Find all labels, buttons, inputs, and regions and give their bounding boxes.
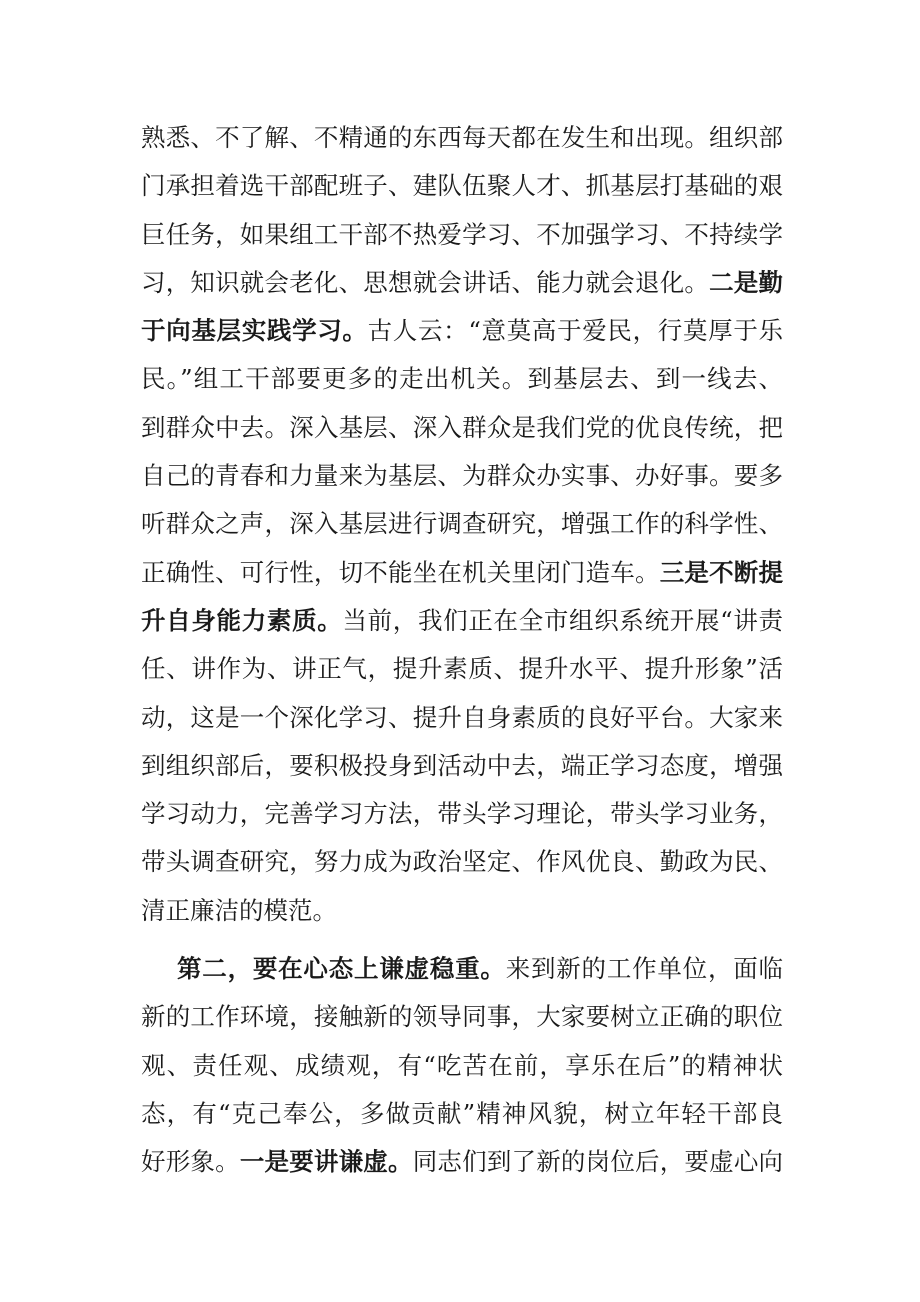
text-run: 来到新的工作单位，面临 bbox=[505, 954, 784, 983]
text-line bbox=[141, 887, 783, 935]
text-line bbox=[141, 945, 783, 993]
bold-text-run: 三是不断提 bbox=[659, 557, 784, 587]
text-line bbox=[141, 114, 783, 162]
bold-text-run: 升自身能力素质。 bbox=[141, 605, 343, 635]
text-run: 到群众中去。深入基层、深入群众是我们党的优良传统，把 bbox=[141, 412, 783, 442]
text-run: 带头调查研究，努力成为政治坚定、作风优良、勤政为民、 bbox=[141, 847, 783, 877]
bold-text-run: 于向基层实践学习。 bbox=[141, 316, 368, 346]
text-run: 古人云：“意莫高于爱民，行莫厚于乐 bbox=[367, 316, 783, 346]
text-run: 任、讲作为、讲正气，提升素质、提升水平、提升形象”活 bbox=[141, 654, 783, 684]
text-line bbox=[141, 993, 783, 1041]
text-run: 学习动力，完善学习方法，带头学习理论，带头学习业务， bbox=[141, 799, 783, 829]
text-line bbox=[141, 259, 783, 307]
text-run: 同志们到了新的岗位后，要虚心向 bbox=[412, 1147, 784, 1177]
text-line bbox=[141, 355, 783, 403]
bold-text-run: 一是要讲谦虚。 bbox=[239, 1147, 413, 1177]
text-line bbox=[141, 1138, 783, 1186]
text-run: 听群众之声，深入基层进行调查研究，增强工作的科学性、 bbox=[141, 509, 783, 539]
text-run: 动，这是一个深化学习、提升自身素质的良好平台。大家来 bbox=[141, 702, 783, 732]
text-run: 到组织部后，要积极投身到活动中去，端正学习态度，增强 bbox=[141, 750, 783, 780]
text-line bbox=[141, 162, 783, 210]
bold-text-run: 第二，要在心态上谦虚稳重。 bbox=[177, 954, 506, 983]
text-line bbox=[141, 1042, 783, 1090]
text-run: 态，有“克己奉公，多做贡献”精神风貌，树立年轻干部良 bbox=[141, 1098, 783, 1128]
paragraph-1 bbox=[141, 114, 783, 935]
text-run: 清正廉洁的模范。 bbox=[141, 895, 337, 925]
text-line bbox=[141, 838, 783, 886]
text-run: 自己的青春和力量来为基层、为群众办实事、办好事。要多 bbox=[141, 461, 783, 491]
text-line bbox=[141, 645, 783, 693]
text-line bbox=[141, 790, 783, 838]
text-run: 门承担着选干部配班子、建队伍聚人才、抓基层打基础的艰 bbox=[141, 171, 783, 201]
text-line bbox=[141, 452, 783, 500]
text-line bbox=[141, 211, 783, 259]
text-run: 观、责任观、成绩观，有“吃苦在前，享乐在后”的精神状 bbox=[141, 1050, 783, 1080]
text-line bbox=[141, 500, 783, 548]
text-run: 民。”组工干部要更多的走出机关。到基层去、到一线去、 bbox=[141, 364, 783, 394]
bold-text-run: 二是勤 bbox=[709, 267, 784, 297]
text-line bbox=[141, 597, 783, 645]
text-line bbox=[141, 694, 783, 742]
paragraph-2 bbox=[141, 945, 783, 1186]
text-line bbox=[141, 742, 783, 790]
text-line bbox=[141, 307, 783, 355]
text-line bbox=[141, 549, 783, 597]
text-line bbox=[141, 404, 783, 452]
text-run: 巨任务，如果组工干部不热爱学习、不加强学习、不持续学 bbox=[141, 219, 783, 249]
text-run: 习，知识就会老化、思想就会讲话、能力就会退化。 bbox=[141, 267, 710, 297]
text-line bbox=[141, 1090, 783, 1138]
text-run: 好形象。 bbox=[141, 1147, 240, 1177]
text-run: 当前，我们正在全市组织系统开展“讲责 bbox=[342, 605, 783, 635]
text-run: 熟悉、不了解、不精通的东西每天都在发生和出现。组织部 bbox=[141, 123, 783, 152]
text-run: 新的工作环境，接触新的领导同事，大家要树立正确的职位 bbox=[141, 1002, 783, 1032]
text-run: 正确性、可行性，切不能坐在机关里闭门造车。 bbox=[141, 557, 660, 587]
